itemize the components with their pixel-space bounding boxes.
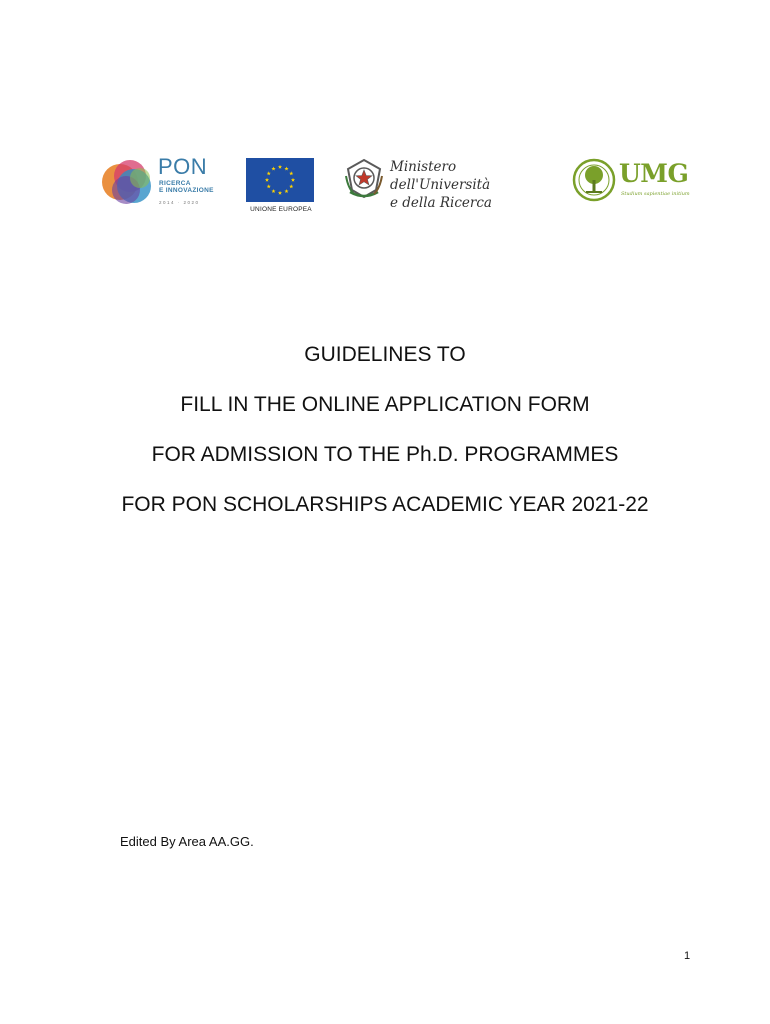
ministry-logo-text (390, 158, 560, 212)
pon-logo-years: 2014 · 2020 (159, 200, 200, 205)
umg-logo (572, 158, 694, 206)
eu-logo (246, 158, 316, 220)
title-line-2: FILL IN THE ONLINE APPLICATION FORM (180, 393, 590, 416)
document-title (0, 330, 770, 530)
ministry-line2: e della Ricerca (390, 195, 492, 211)
eu-flag-icon (246, 158, 314, 202)
pon-subtitle-line2: E INNOVAZIONE (159, 187, 214, 194)
pon-circles-icon (100, 154, 160, 210)
umg-logo-motto: Studium sapientiae initium (621, 191, 690, 197)
pon-logo-title: PON (158, 154, 208, 179)
title-line-3: FOR ADMISSION TO THE Ph.D. PROGRAMMES (151, 443, 619, 466)
title-line-1: GUIDELINES TO (304, 343, 466, 366)
pon-logo-subtitle (159, 180, 229, 194)
pon-subtitle-line1: RICERCA (159, 180, 191, 187)
italian-emblem-icon (342, 156, 386, 200)
umg-logo-text: UMG (619, 159, 689, 188)
ministry-logo (342, 156, 552, 211)
eu-logo-caption: UNIONE EUROPEA (250, 206, 312, 213)
umg-tree-seal-icon (572, 158, 616, 202)
pon-logo (100, 154, 218, 210)
title-line-4: FOR PON SCHOLARSHIPS ACADEMIC YEAR 2021-22 (121, 493, 649, 516)
page-number: 1 (684, 950, 691, 962)
ministry-line1: Ministero dell'Università (390, 159, 491, 193)
logo-header (0, 150, 770, 230)
edited-by-note: Edited By Area AA.GG. (120, 834, 254, 849)
